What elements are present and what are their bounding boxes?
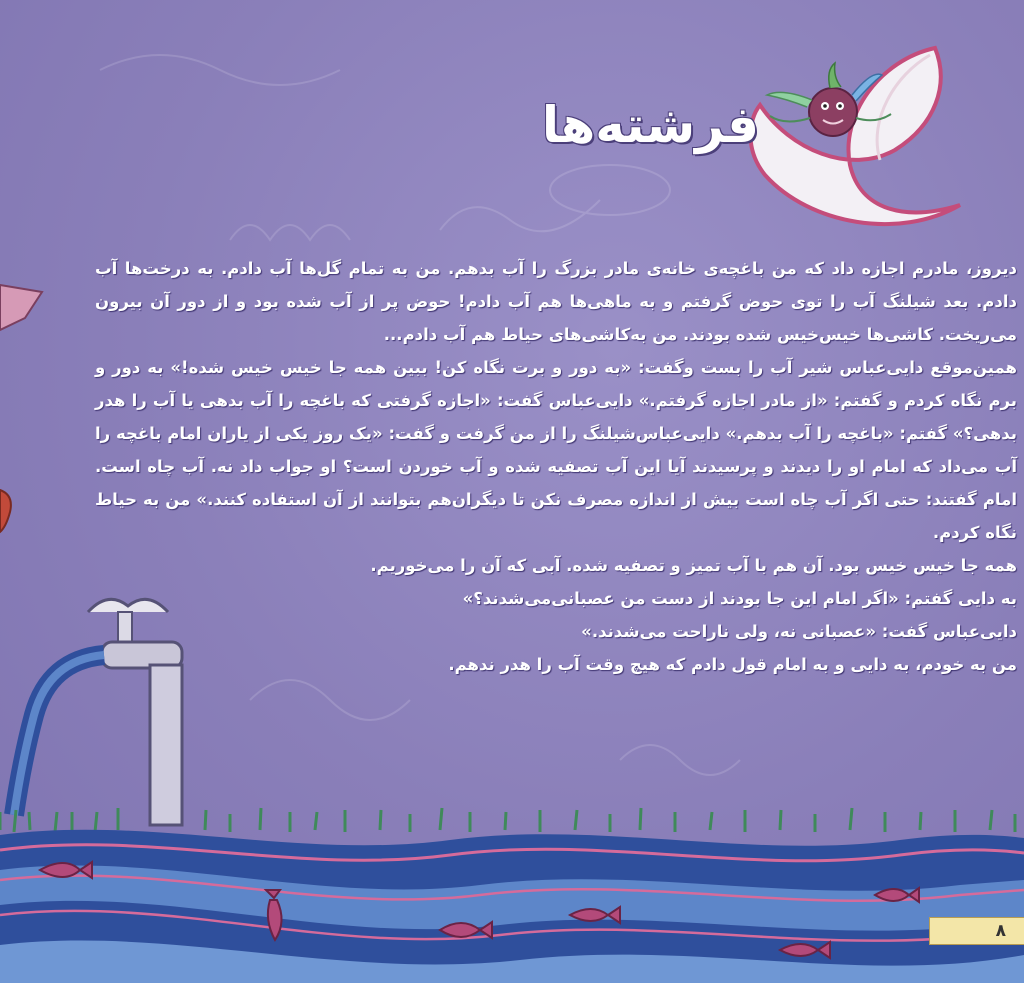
story-text [95,252,1017,681]
page-number-tab [929,917,1024,945]
page-title: فرشته‌ها [541,96,759,154]
page-number: ۸ [995,921,1006,941]
story-paragraph: همین‌موقع دایی‌عباس شیر آب را بست وگفت: «به دور و برت نگاه کن! ببین همه جا خیس خیس شده!» به دور و برم نگاه کردم و گفتم: «از مادر اجازه گرفتم.» دایی‌عباس گفت: «اجازه گرفتی که باغچه را آب بدهی یا آب را هدر بدهی؟» گفتم: «باغچه را آب بدهم.» دایی‌عباس‌شیلنگ را از من گرفت و گفت: «یک روز یکی از یاران امام باغچه را آب می‌داد که امام او را دیدند و پرسیدند آیا این آب تصفیه شده و آب خوردن است؟ او جواب داد نه. آب چاه است. امام گفتند: حتی اگر آب چاه است بیش از اندازه مصرف نکن تا دیگران‌هم بتوانند از آن استفاده کنند.» من به حیاط نگاه کردم. [95,358,1017,542]
story-paragraph: دایی‌عباس گفت: «عصبانی نه، ولی ناراحت می‌شدند.» [581,622,1017,641]
story-paragraph: دیروز، مادرم اجازه داد که من باغچه‌ی خانه‌ی مادر بزرگ را آب بدهم. من به تمام گل‌ها آب دادم. به درخت‌ها آب دادم. بعد شیلنگ آب را توی حوض گرفتم و به ماهی‌ها هم آب دادم! حوض پر از آب شده بود و از دور آن بیرون می‌ریخت. کاشی‌ها خیس‌خیس شده بودند. من به‌کاشی‌های حیاط هم آب دادم... [95,259,1017,344]
crescent-moon-icon [750,48,960,224]
story-paragraph: به دایی گفتم: «اگر امام این جا بودند از دست من عصبانی‌می‌شدند؟» [462,589,1017,608]
story-paragraph: من به خودم، به دایی و به امام قول دادم که هیچ وقت آب را هدر ندهم. [448,655,1017,674]
story-paragraph: همه جا خیس خیس بود. آن هم با آب تمیز و تصفیه شده. آبی که آن را می‌خوریم. [370,556,1017,575]
